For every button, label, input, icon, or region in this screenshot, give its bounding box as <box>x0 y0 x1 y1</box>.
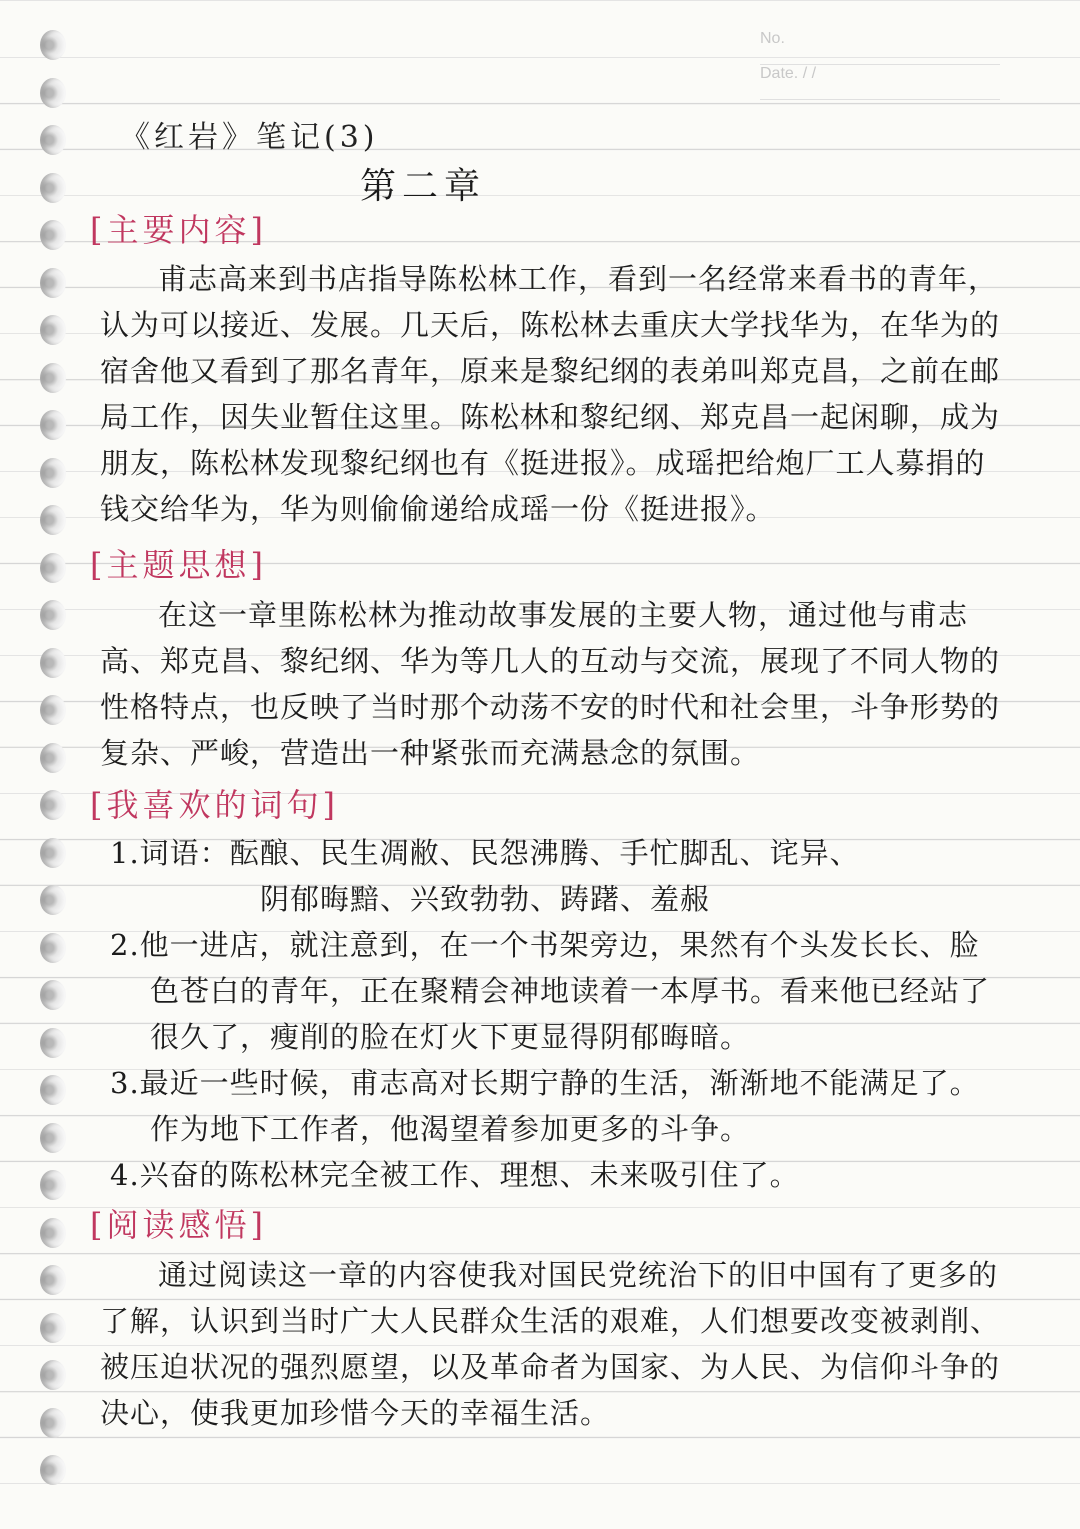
date-field: Date. / / <box>760 65 1000 100</box>
binding-ring <box>40 1408 66 1438</box>
binding-ring <box>40 505 66 535</box>
no-field: No. <box>760 30 1000 65</box>
page-meta <box>760 30 1000 100</box>
binding-ring <box>40 30 66 60</box>
reflection-text <box>100 1252 1000 1436</box>
note-title: 《红岩》笔记(3) <box>120 120 379 155</box>
binding-ring <box>40 743 66 773</box>
binding-ring <box>40 1265 66 1295</box>
spiral-binding <box>40 30 80 1510</box>
binding-ring <box>40 1028 66 1058</box>
binding-ring <box>40 363 66 393</box>
binding-ring <box>40 315 66 345</box>
binding-ring <box>40 695 66 725</box>
quote-item-3: 3.最近一些时候，甫志高对长期宁静的生活，渐渐地不能满足了。作为地下工作者，他渴望着参加更多的斗争。 <box>110 1066 980 1146</box>
summary-paragraph: 甫志高来到书店指导陈松林工作，看到一名经常来看书的青年，认为可以接近、发展。几天后，陈松林去重庆大学找华为，在华为的宿舍他又看到了那名青年，原来是黎纪纲的表弟叫郑克昌，之前在邮局工作，因失业暂住这里。陈松林和黎纪纲、郑克昌一起闲聊，成为朋友，陈松林发现黎纪纲也有《挺进报》。成瑶把给炮厂工人募捐的钱交给华为，华为则偷偷递给成瑶一份《挺进报》。 <box>100 262 1001 526</box>
binding-ring <box>40 1075 66 1105</box>
favorites-list <box>110 830 1000 1198</box>
binding-ring <box>40 1360 66 1390</box>
binding-ring <box>40 790 66 820</box>
binding-ring <box>40 838 66 868</box>
binding-ring <box>40 78 66 108</box>
binding-ring <box>40 1170 66 1200</box>
theme-heading: [主题思想] <box>90 546 267 584</box>
chapter-heading: 第二章 <box>360 166 487 207</box>
binding-ring <box>40 125 66 155</box>
binding-ring <box>40 1455 66 1485</box>
words-line-2: 阴郁晦黯、兴致勃勃、踌躇、羞赧 <box>260 882 711 916</box>
words-line-1: 1.词语：酝酿、民生凋敝、民怨沸腾、手忙脚乱、诧异、 <box>110 836 860 870</box>
binding-ring <box>40 600 66 630</box>
quote-item-2: 2.他一进店，就注意到，在一个书架旁边，果然有个头发长长、脸色苍白的青年，正在聚精会神地读着一本厚书。看来他已经站了很久了，瘦削的脸在灯火下更显得阴郁晦暗。 <box>110 928 991 1054</box>
binding-ring <box>40 1218 66 1248</box>
binding-ring <box>40 553 66 583</box>
binding-ring <box>40 885 66 915</box>
binding-ring <box>40 173 66 203</box>
reflection-heading: [阅读感悟] <box>90 1206 267 1244</box>
favorites-heading: [我喜欢的词句] <box>90 786 339 824</box>
reflection-paragraph: 通过阅读这一章的内容使我对国民党统治下的旧中国有了更多的了解，认识到当时广大人民群众生活的艰难，人们想要改变被剥削、被压迫状况的强烈愿望，以及革命者为国家、为人民、为信仰斗争的决心，使我更加珍惜今天的幸福生活。 <box>100 1258 1001 1430</box>
binding-ring <box>40 410 66 440</box>
theme-text <box>100 592 1000 776</box>
theme-paragraph: 在这一章里陈松林为推动故事发展的主要人物，通过他与甫志高、郑克昌、黎纪纲、华为等几人的互动与交流，展现了不同人物的性格特点，也反映了当时那个动荡不安的时代和社会里，斗争形势的复杂、严峻，营造出一种紧张而充满悬念的氛围。 <box>100 598 1001 770</box>
binding-ring <box>40 220 66 250</box>
binding-ring <box>40 933 66 963</box>
binding-ring <box>40 648 66 678</box>
binding-ring <box>40 1313 66 1343</box>
quote-item-4: 4.兴奋的陈松林完全被工作、理想、未来吸引住了。 <box>110 1158 800 1192</box>
binding-ring <box>40 458 66 488</box>
binding-ring <box>40 980 66 1010</box>
summary-text <box>100 256 1000 532</box>
summary-heading: [主要内容] <box>90 211 267 249</box>
binding-ring <box>40 1123 66 1153</box>
binding-ring <box>40 268 66 298</box>
